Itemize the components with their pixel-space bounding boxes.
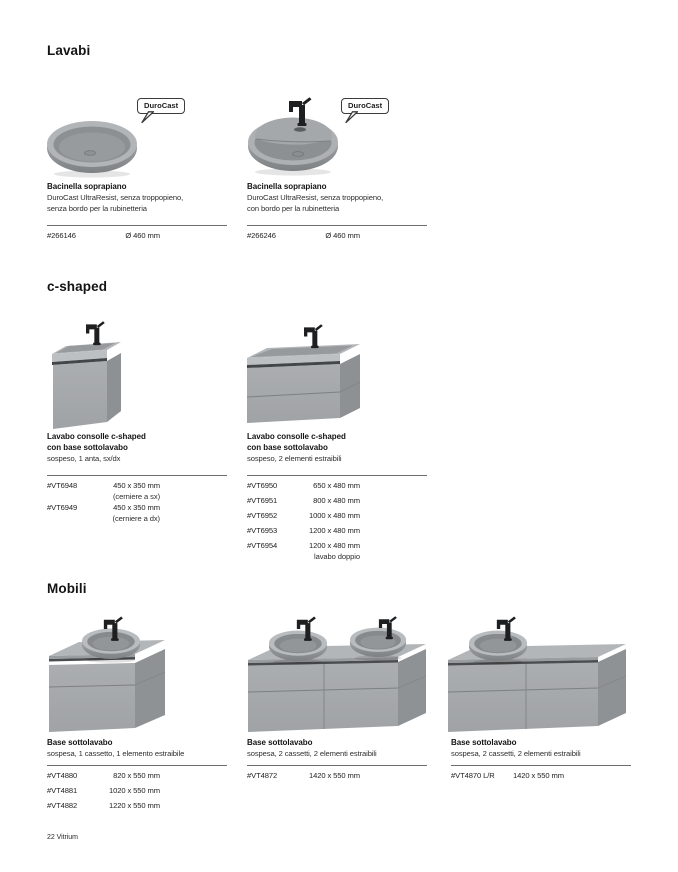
product-desc: sospesa, 2 cassetti, 2 elementi estraibili (451, 749, 581, 758)
spec-dim: 1200 x 480 mm (308, 541, 360, 550)
spec-dim: Ø 460 mm (325, 231, 360, 240)
spec-row (47, 770, 160, 781)
spec-dim: 1200 x 480 mm (308, 526, 360, 535)
spec-dim: 450 x 350 mm (113, 481, 160, 490)
spec-row (247, 770, 360, 781)
spec-sku: #VT6949 (47, 503, 78, 512)
washbasin-faucet-illustration (244, 93, 344, 177)
spec-sku: #VT4880 (47, 771, 78, 780)
spec-dim: 820 x 550 mm (113, 771, 160, 780)
badge-tail-icon (344, 111, 360, 124)
product-info (47, 181, 239, 214)
product-desc: sospesa, 2 cassetti, 2 elementi estraibili (247, 749, 377, 758)
spec-sku: #266246 (247, 231, 276, 240)
vanity-unit-illustration (246, 616, 434, 734)
spec-dim: 1220 x 550 mm (108, 801, 160, 810)
spec-note: (cerniere a sx) (112, 492, 160, 501)
spec-row (247, 540, 360, 551)
spec-sku: #VT4881 (47, 786, 78, 795)
spec-note: lavabo doppio (314, 552, 360, 561)
spec-table (247, 475, 427, 562)
product-name: con base sottolavabo (247, 443, 328, 452)
product-name: con base sottolavabo (47, 443, 128, 452)
spec-row (247, 495, 360, 506)
spec-table (451, 765, 631, 781)
product-info (247, 737, 439, 759)
product-info (47, 737, 239, 759)
product-info (247, 181, 439, 214)
spec-row (47, 230, 160, 241)
spec-sku: #266146 (47, 231, 76, 240)
spec-sku: #VT6950 (247, 481, 278, 490)
spec-row (47, 502, 160, 513)
spec-sku: #VT6954 (247, 541, 278, 550)
product-info (247, 431, 439, 464)
durocast-badge (341, 98, 389, 114)
product-desc: senza bordo per la rubinetteria (47, 204, 147, 213)
spec-sku: #VT4872 (247, 771, 278, 780)
product-name: Base sottolavabo (47, 738, 113, 747)
product-info (47, 431, 239, 464)
product-info (451, 737, 643, 759)
section-title-mobili: Mobili (47, 581, 87, 596)
badge-tail-icon (140, 111, 156, 124)
spec-note: (cerniere a dx) (112, 514, 160, 523)
product-name: Base sottolavabo (451, 738, 517, 747)
spec-table (247, 765, 427, 781)
product-desc: sospesa, 1 cassetto, 1 elemento estraibile (47, 749, 185, 758)
section-title-lavabi: Lavabi (47, 43, 91, 58)
spec-dim: 650 x 480 mm (313, 481, 360, 490)
spec-sku: #VT4882 (47, 801, 78, 810)
vanity-unit-illustration (446, 616, 634, 734)
spec-dim: 450 x 350 mm (113, 503, 160, 512)
spec-dim: 800 x 480 mm (313, 496, 360, 505)
product-name: Lavabo consolle c-shaped (47, 432, 146, 441)
console-vanity-illustration (245, 320, 369, 424)
product-name: Bacinella soprapiano (47, 182, 127, 191)
product-name: Bacinella soprapiano (247, 182, 327, 191)
spec-row (47, 800, 160, 811)
washbasin-illustration (44, 117, 140, 179)
spec-row (47, 480, 160, 491)
spec-dim: 1420 x 550 mm (512, 771, 564, 780)
product-desc: DuroCast UltraResist, senza troppopieno, (47, 193, 184, 202)
product-desc: sospeso, 1 anta, sx/dx (47, 454, 121, 463)
vanity-unit-illustration (47, 616, 175, 734)
spec-row (247, 510, 360, 521)
section-title-cshaped: c-shaped (47, 279, 108, 294)
spec-dim: 1420 x 550 mm (308, 771, 360, 780)
spec-sku: #VT6948 (47, 481, 78, 490)
product-name: Lavabo consolle c-shaped (247, 432, 346, 441)
spec-row (247, 525, 360, 536)
spec-row (47, 785, 160, 796)
spec-dim: 1000 x 480 mm (308, 511, 360, 520)
spec-dim: Ø 460 mm (125, 231, 160, 240)
spec-dim: 1020 x 550 mm (108, 786, 160, 795)
durocast-badge-label: DuroCast (348, 101, 383, 110)
product-desc: DuroCast UltraResist, senza troppopieno, (247, 193, 384, 202)
product-desc: sospeso, 2 elementi estraibili (247, 454, 342, 463)
spec-row (247, 230, 360, 241)
spec-table (247, 225, 427, 241)
spec-table (47, 765, 227, 811)
spec-table (47, 225, 227, 241)
spec-sku: #VT6952 (247, 511, 278, 520)
durocast-badge (137, 98, 185, 114)
spec-sku: #VT6953 (247, 526, 278, 535)
console-vanity-illustration (45, 318, 133, 430)
product-desc: con bordo per la rubinetteria (247, 204, 340, 213)
spec-table (47, 475, 227, 524)
product-name: Base sottolavabo (247, 738, 313, 747)
durocast-badge-label: DuroCast (144, 101, 179, 110)
spec-row (247, 480, 360, 491)
spec-row (451, 770, 564, 781)
page-footer: 22 Vitrium (47, 834, 78, 841)
spec-sku: #VT4870 L/R (451, 771, 495, 780)
spec-sku: #VT6951 (247, 496, 278, 505)
